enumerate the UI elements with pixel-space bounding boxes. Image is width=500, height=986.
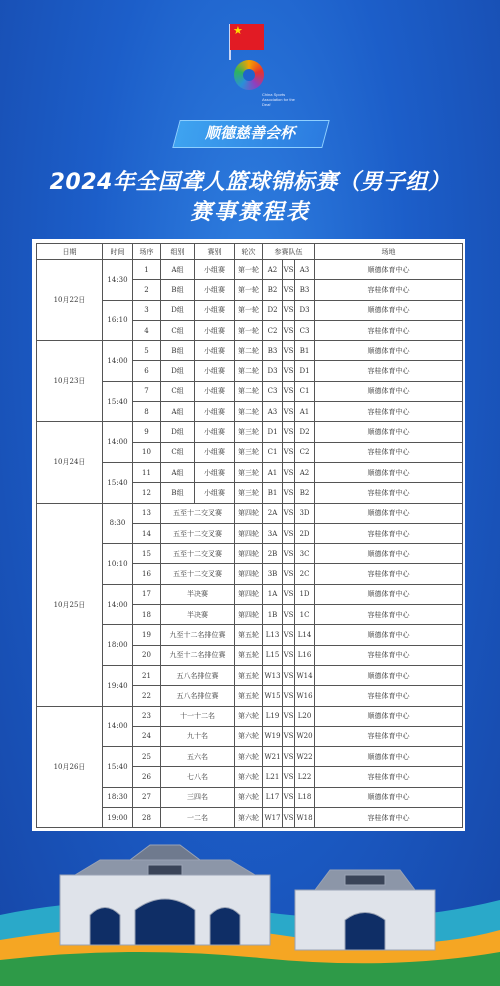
type-cell: 小组赛 (195, 483, 235, 503)
time-cell: 14:30 (103, 260, 133, 301)
time-cell: 15:40 (103, 462, 133, 503)
round-cell: 第五轮 (235, 665, 263, 685)
date-cell: 10月22日 (37, 260, 103, 341)
time-cell: 14:00 (103, 584, 133, 625)
type-cell: 小组赛 (195, 320, 235, 340)
home-team-cell: L19 (263, 706, 283, 726)
round-cell: 第六轮 (235, 767, 263, 787)
vs-cell: VS (283, 665, 295, 685)
type-cell: 小组赛 (195, 381, 235, 401)
group-cell: 五六名 (161, 747, 235, 767)
group-cell: 五至十二交叉赛 (161, 564, 235, 584)
home-team-cell: B3 (263, 341, 283, 361)
type-cell: 小组赛 (195, 361, 235, 381)
round-cell: 第二轮 (235, 361, 263, 381)
round-cell: 第六轮 (235, 706, 263, 726)
venue-cell: 容桂体育中心 (315, 686, 463, 706)
venue-cell: 顺德体育中心 (315, 422, 463, 442)
home-team-cell: B1 (263, 483, 283, 503)
home-team-cell: 2B (263, 544, 283, 564)
time-cell: 10:10 (103, 544, 133, 585)
venue-cell: 顺德体育中心 (315, 747, 463, 767)
vs-cell: VS (283, 564, 295, 584)
venue-cell: 顺德体育中心 (315, 381, 463, 401)
round-cell: 第一轮 (235, 260, 263, 280)
date-cell: 10月26日 (37, 706, 103, 828)
venue-cell: 顺德体育中心 (315, 544, 463, 564)
time-cell: 19:40 (103, 665, 133, 706)
seq-cell: 10 (133, 442, 161, 462)
vs-cell: VS (283, 462, 295, 482)
vs-cell: VS (283, 787, 295, 807)
round-cell: 第六轮 (235, 726, 263, 746)
group-cell: 五至十二交叉赛 (161, 503, 235, 523)
date-cell: 10月23日 (37, 341, 103, 422)
page-subtitle: 赛事赛程表 (189, 200, 310, 225)
away-team-cell: D1 (295, 361, 315, 381)
venue-cell: 容桂体育中心 (315, 605, 463, 625)
col-time: 时间 (103, 244, 133, 260)
away-team-cell: 2D (295, 523, 315, 543)
china-flag-icon (230, 24, 264, 50)
vs-cell: VS (283, 402, 295, 422)
group-cell: B组 (161, 280, 195, 300)
round-cell: 第四轮 (235, 564, 263, 584)
group-cell: 九至十二名排位赛 (161, 645, 235, 665)
away-team-cell: W18 (295, 808, 315, 828)
col-group: 组别 (161, 244, 195, 260)
right-gate (295, 870, 435, 950)
venue-cell: 容桂体育中心 (315, 483, 463, 503)
round-cell: 第四轮 (235, 523, 263, 543)
round-cell: 第六轮 (235, 787, 263, 807)
venue-cell: 容桂体育中心 (315, 645, 463, 665)
vs-cell: VS (283, 584, 295, 604)
vs-cell: VS (283, 523, 295, 543)
time-cell: 8:30 (103, 503, 133, 544)
date-cell: 10月25日 (37, 503, 103, 706)
schedule-body (37, 260, 463, 828)
home-team-cell: 1B (263, 605, 283, 625)
col-venue: 场地 (315, 244, 463, 260)
round-cell: 第三轮 (235, 422, 263, 442)
vs-cell: VS (283, 280, 295, 300)
away-team-cell: W20 (295, 726, 315, 746)
home-team-cell: W15 (263, 686, 283, 706)
seq-cell: 23 (133, 706, 161, 726)
away-team-cell: D2 (295, 422, 315, 442)
round-cell: 第三轮 (235, 483, 263, 503)
group-cell: C组 (161, 442, 195, 462)
schedule-table (36, 243, 463, 828)
page-title: 2024年全国聋人篮球锦标赛（男子组） (49, 170, 451, 195)
away-team-cell: B3 (295, 280, 315, 300)
vs-cell: VS (283, 442, 295, 462)
venue-cell: 顺德体育中心 (315, 706, 463, 726)
time-cell: 15:40 (103, 747, 133, 788)
round-cell: 第六轮 (235, 808, 263, 828)
col-date: 日期 (37, 244, 103, 260)
time-cell: 14:00 (103, 706, 133, 747)
home-team-cell: L13 (263, 625, 283, 645)
vs-cell: VS (283, 300, 295, 320)
group-cell: C组 (161, 381, 195, 401)
round-cell: 第二轮 (235, 402, 263, 422)
round-cell: 第四轮 (235, 605, 263, 625)
table-row (37, 260, 463, 280)
seq-cell: 8 (133, 402, 161, 422)
seq-cell: 25 (133, 747, 161, 767)
away-team-cell: W16 (295, 686, 315, 706)
vs-cell: VS (283, 686, 295, 706)
seq-cell: 7 (133, 381, 161, 401)
vs-cell: VS (283, 544, 295, 564)
away-team-cell: W22 (295, 747, 315, 767)
group-cell: C组 (161, 320, 195, 340)
seq-cell: 20 (133, 645, 161, 665)
seq-cell: 16 (133, 564, 161, 584)
type-cell: 小组赛 (195, 341, 235, 361)
round-cell: 第一轮 (235, 300, 263, 320)
vs-cell: VS (283, 706, 295, 726)
seq-cell: 21 (133, 665, 161, 685)
venue-cell: 容桂体育中心 (315, 564, 463, 584)
venue-cell: 容桂体育中心 (315, 767, 463, 787)
round-cell: 第五轮 (235, 625, 263, 645)
seq-cell: 15 (133, 544, 161, 564)
home-team-cell: W21 (263, 747, 283, 767)
venue-cell: 顺德体育中心 (315, 300, 463, 320)
away-team-cell: 1C (295, 605, 315, 625)
time-cell: 14:00 (103, 341, 133, 382)
home-team-cell: D2 (263, 300, 283, 320)
round-cell: 第五轮 (235, 686, 263, 706)
venue-cell: 容桂体育中心 (315, 808, 463, 828)
away-team-cell: L14 (295, 625, 315, 645)
venue-cell: 顺德体育中心 (315, 260, 463, 280)
away-team-cell: W14 (295, 665, 315, 685)
seq-cell: 27 (133, 787, 161, 807)
table-row (37, 422, 463, 442)
vs-cell: VS (283, 483, 295, 503)
venue-cell: 顺德体育中心 (315, 787, 463, 807)
vs-cell: VS (283, 747, 295, 767)
round-cell: 第一轮 (235, 320, 263, 340)
association-name: China Sports Association for the Deaf (262, 92, 295, 107)
home-team-cell: A3 (263, 402, 283, 422)
away-team-cell: A2 (295, 462, 315, 482)
seq-cell: 22 (133, 686, 161, 706)
home-team-cell: 3A (263, 523, 283, 543)
group-cell: B组 (161, 483, 195, 503)
venue-cell: 容桂体育中心 (315, 361, 463, 381)
seq-cell: 12 (133, 483, 161, 503)
away-team-cell: C1 (295, 381, 315, 401)
group-cell: 半决赛 (161, 605, 235, 625)
away-team-cell: 3C (295, 544, 315, 564)
home-team-cell: D1 (263, 422, 283, 442)
seq-cell: 14 (133, 523, 161, 543)
group-cell: D组 (161, 422, 195, 442)
venue-cell: 顺德体育中心 (315, 584, 463, 604)
round-cell: 第六轮 (235, 747, 263, 767)
vs-cell: VS (283, 503, 295, 523)
away-team-cell: A1 (295, 402, 315, 422)
home-team-cell: W13 (263, 665, 283, 685)
group-cell: 七八名 (161, 767, 235, 787)
away-team-cell: C3 (295, 320, 315, 340)
group-cell: D组 (161, 361, 195, 381)
type-cell: 小组赛 (195, 280, 235, 300)
time-cell: 16:10 (103, 300, 133, 341)
venue-cell: 顺德体育中心 (315, 462, 463, 482)
group-cell: 三四名 (161, 787, 235, 807)
venue-cell: 顺德体育中心 (315, 503, 463, 523)
home-team-cell: 3B (263, 564, 283, 584)
type-cell: 小组赛 (195, 442, 235, 462)
group-cell: 九十名 (161, 726, 235, 746)
round-cell: 第四轮 (235, 503, 263, 523)
home-team-cell: B2 (263, 280, 283, 300)
group-cell: 一二名 (161, 808, 235, 828)
seq-cell: 4 (133, 320, 161, 340)
round-cell: 第三轮 (235, 442, 263, 462)
col-teams: 参赛队伍 (263, 244, 315, 260)
type-cell: 小组赛 (195, 300, 235, 320)
round-cell: 第三轮 (235, 462, 263, 482)
vs-cell: VS (283, 260, 295, 280)
seq-cell: 28 (133, 808, 161, 828)
away-team-cell: 2C (295, 564, 315, 584)
home-team-cell: A1 (263, 462, 283, 482)
group-cell: 五至十二交叉赛 (161, 544, 235, 564)
group-cell: A组 (161, 260, 195, 280)
away-team-cell: 1D (295, 584, 315, 604)
home-team-cell: D3 (263, 361, 283, 381)
venue-cell: 容桂体育中心 (315, 726, 463, 746)
venue-cell: 顺德体育中心 (315, 341, 463, 361)
seq-cell: 9 (133, 422, 161, 442)
round-cell: 第二轮 (235, 381, 263, 401)
home-team-cell: C2 (263, 320, 283, 340)
away-team-cell: C2 (295, 442, 315, 462)
seq-cell: 2 (133, 280, 161, 300)
col-seq: 场序 (133, 244, 161, 260)
left-archway (60, 845, 270, 945)
col-round: 轮次 (235, 244, 263, 260)
venue-cell: 顺德体育中心 (315, 665, 463, 685)
group-cell: 十一十二名 (161, 706, 235, 726)
home-team-cell: W17 (263, 808, 283, 828)
seq-cell: 18 (133, 605, 161, 625)
vs-cell: VS (283, 341, 295, 361)
type-cell: 小组赛 (195, 260, 235, 280)
table-row (37, 341, 463, 361)
seq-cell: 6 (133, 361, 161, 381)
away-team-cell: D3 (295, 300, 315, 320)
type-cell: 小组赛 (195, 402, 235, 422)
away-team-cell: 3D (295, 503, 315, 523)
vs-cell: VS (283, 767, 295, 787)
away-team-cell: L20 (295, 706, 315, 726)
away-team-cell: B1 (295, 341, 315, 361)
vs-cell: VS (283, 605, 295, 625)
home-team-cell: L21 (263, 767, 283, 787)
home-team-cell: C1 (263, 442, 283, 462)
type-cell: 小组赛 (195, 462, 235, 482)
venue-cell: 容桂体育中心 (315, 320, 463, 340)
seq-cell: 1 (133, 260, 161, 280)
time-cell: 15:40 (103, 381, 133, 422)
venue-cell: 容桂体育中心 (315, 402, 463, 422)
group-cell: B组 (161, 341, 195, 361)
home-team-cell: L15 (263, 645, 283, 665)
group-cell: 半决赛 (161, 584, 235, 604)
vs-cell: VS (283, 381, 295, 401)
round-cell: 第五轮 (235, 645, 263, 665)
home-team-cell: 1A (263, 584, 283, 604)
seq-cell: 26 (133, 767, 161, 787)
home-team-cell: C3 (263, 381, 283, 401)
seq-cell: 5 (133, 341, 161, 361)
col-type: 赛别 (195, 244, 235, 260)
vs-cell: VS (283, 625, 295, 645)
round-cell: 第二轮 (235, 341, 263, 361)
vs-cell: VS (283, 645, 295, 665)
time-cell: 14:00 (103, 422, 133, 463)
vs-cell: VS (283, 361, 295, 381)
group-cell: D组 (161, 300, 195, 320)
time-cell: 18:00 (103, 625, 133, 666)
away-team-cell: B2 (295, 483, 315, 503)
home-team-cell: 2A (263, 503, 283, 523)
home-team-cell: A2 (263, 260, 283, 280)
deaf-sports-logo-icon (234, 60, 264, 90)
seq-cell: 3 (133, 300, 161, 320)
away-team-cell: L22 (295, 767, 315, 787)
seq-cell: 13 (133, 503, 161, 523)
subtitle: 顺德慈善会杯 (204, 124, 295, 142)
time-cell: 19:00 (103, 808, 133, 828)
seq-cell: 11 (133, 462, 161, 482)
away-team-cell: L18 (295, 787, 315, 807)
table-header (37, 244, 463, 260)
group-cell: A组 (161, 402, 195, 422)
type-cell: 小组赛 (195, 422, 235, 442)
round-cell: 第四轮 (235, 544, 263, 564)
away-team-cell: L16 (295, 645, 315, 665)
seq-cell: 17 (133, 584, 161, 604)
seq-cell: 19 (133, 625, 161, 645)
group-cell: 九至十二名排位赛 (161, 625, 235, 645)
vs-cell: VS (283, 726, 295, 746)
venue-cell: 顺德体育中心 (315, 625, 463, 645)
group-cell: A组 (161, 462, 195, 482)
home-team-cell: W19 (263, 726, 283, 746)
round-cell: 第四轮 (235, 584, 263, 604)
date-cell: 10月24日 (37, 422, 103, 503)
table-row (37, 706, 463, 726)
away-team-cell: A3 (295, 260, 315, 280)
vs-cell: VS (283, 422, 295, 442)
home-team-cell: L17 (263, 787, 283, 807)
venue-cell: 容桂体育中心 (315, 442, 463, 462)
group-cell: 五八名排位赛 (161, 686, 235, 706)
table-row (37, 503, 463, 523)
vs-cell: VS (283, 320, 295, 340)
time-cell: 18:30 (103, 787, 133, 807)
archway-scene (0, 830, 500, 986)
vs-cell: VS (283, 808, 295, 828)
seq-cell: 24 (133, 726, 161, 746)
group-cell: 五八名排位赛 (161, 665, 235, 685)
venue-cell: 容桂体育中心 (315, 280, 463, 300)
group-cell: 五至十二交叉赛 (161, 523, 235, 543)
round-cell: 第一轮 (235, 280, 263, 300)
venue-cell: 容桂体育中心 (315, 523, 463, 543)
